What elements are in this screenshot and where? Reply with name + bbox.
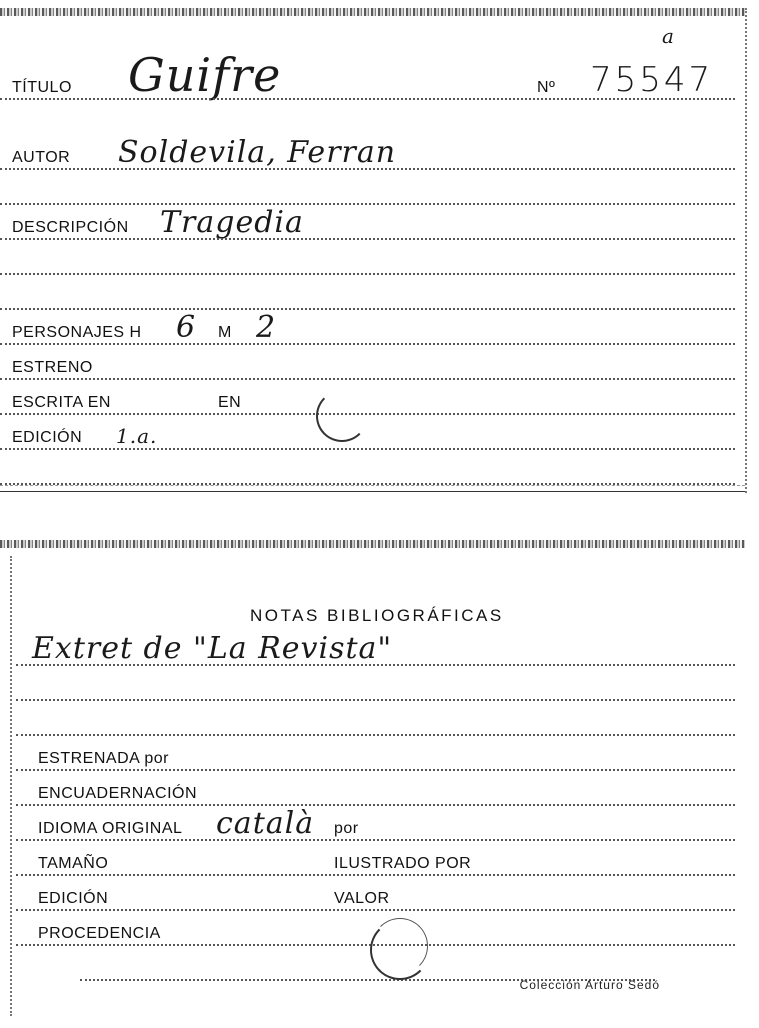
autor-value: Soldevila, Ferran — [118, 135, 397, 170]
notes-row — [16, 632, 745, 666]
edicion-row — [0, 416, 745, 450]
blank-line — [0, 171, 745, 205]
edicion-label: EDICIÓN — [12, 429, 83, 446]
en-label: EN — [218, 394, 242, 411]
titulo-row — [0, 24, 745, 102]
card-left-edge — [10, 556, 12, 1016]
idioma-value: català — [216, 806, 315, 841]
card-divider — [0, 485, 745, 486]
personajes-m-value: 2 — [256, 310, 277, 345]
idioma-rule — [16, 839, 735, 841]
edicion-row — [16, 877, 745, 911]
descripcion-row — [0, 206, 745, 240]
card-divider — [0, 491, 745, 492]
punch-hole-mark — [316, 390, 368, 442]
blank-line — [0, 451, 745, 485]
descripcion-value: Tragedia — [160, 205, 304, 240]
edicion-label: EDICIÓN — [38, 890, 109, 907]
procedencia-label: PROCEDENCIA — [38, 925, 161, 942]
autor-row — [0, 136, 745, 170]
catalog-card-front — [0, 8, 747, 493]
collection-stamp: Colección Arturo Sedó — [519, 978, 660, 992]
encuadernacion-label: ENCUADERNACIÓN — [38, 785, 198, 802]
personajes-rule — [0, 343, 735, 345]
estrenada-rule — [16, 769, 735, 771]
estreno-label: ESTRENO — [12, 359, 93, 376]
notes-rule — [16, 664, 735, 666]
edicion-rule — [0, 448, 735, 450]
estrenada-label: ESTRENADA por — [38, 750, 169, 767]
encuadernacion-rule — [16, 804, 735, 806]
escrita-label: ESCRITA EN — [12, 394, 111, 411]
card-edge — [0, 540, 745, 548]
descripcion-rule — [0, 238, 735, 240]
autor-label: AUTOR — [12, 149, 71, 166]
titulo-label: TÍTULO — [12, 79, 72, 96]
tamano-rule — [16, 874, 735, 876]
titulo-value: Guifre — [128, 48, 282, 102]
tamano-label: TAMAÑO — [38, 855, 109, 872]
edicion-value: 1.a. — [116, 424, 158, 448]
valor-label: VALOR — [334, 890, 390, 907]
blank-rule — [0, 308, 735, 310]
estrenada-row — [16, 737, 745, 771]
idioma-label: IDIOMA ORIGINAL — [38, 820, 183, 837]
estreno-rule — [0, 378, 735, 380]
catalog-card-back — [0, 540, 745, 1020]
personajes-label: PERSONAJES H — [12, 324, 142, 341]
por-label: por — [334, 820, 359, 837]
idioma-row — [16, 807, 745, 841]
notes-value: Extret de "La Revista" — [32, 631, 393, 666]
blank-rule — [0, 273, 735, 275]
personajes-row — [0, 311, 745, 345]
encuadernacion-row — [16, 772, 745, 806]
ilustrado-label: ILUSTRADO POR — [334, 855, 472, 872]
numero-note: a — [662, 24, 675, 48]
tamano-row — [16, 842, 745, 876]
punch-hole-mark — [372, 918, 428, 974]
escrita-row — [0, 381, 745, 415]
descripcion-label: DESCRIPCIÓN — [12, 219, 129, 236]
blank-line — [16, 702, 745, 736]
estreno-row — [0, 346, 745, 380]
blank-line — [16, 667, 745, 701]
blank-line — [80, 947, 655, 981]
blank-rule — [16, 699, 735, 701]
personajes-h-value: 6 — [176, 310, 197, 345]
card-edge — [0, 8, 745, 16]
titulo-rule — [0, 98, 735, 100]
blank-line — [0, 241, 745, 275]
edicion-rule — [16, 909, 735, 911]
numero-label: Nº — [537, 79, 556, 96]
blank-rule — [0, 203, 735, 205]
autor-rule — [0, 168, 735, 170]
blank-line — [0, 276, 745, 310]
blank-rule — [16, 734, 735, 736]
numero-value: 75547 — [590, 60, 714, 100]
notes-heading: NOTAS BIBLIOGRÁFICAS — [250, 606, 504, 625]
personajes-m-label: M — [218, 324, 232, 341]
